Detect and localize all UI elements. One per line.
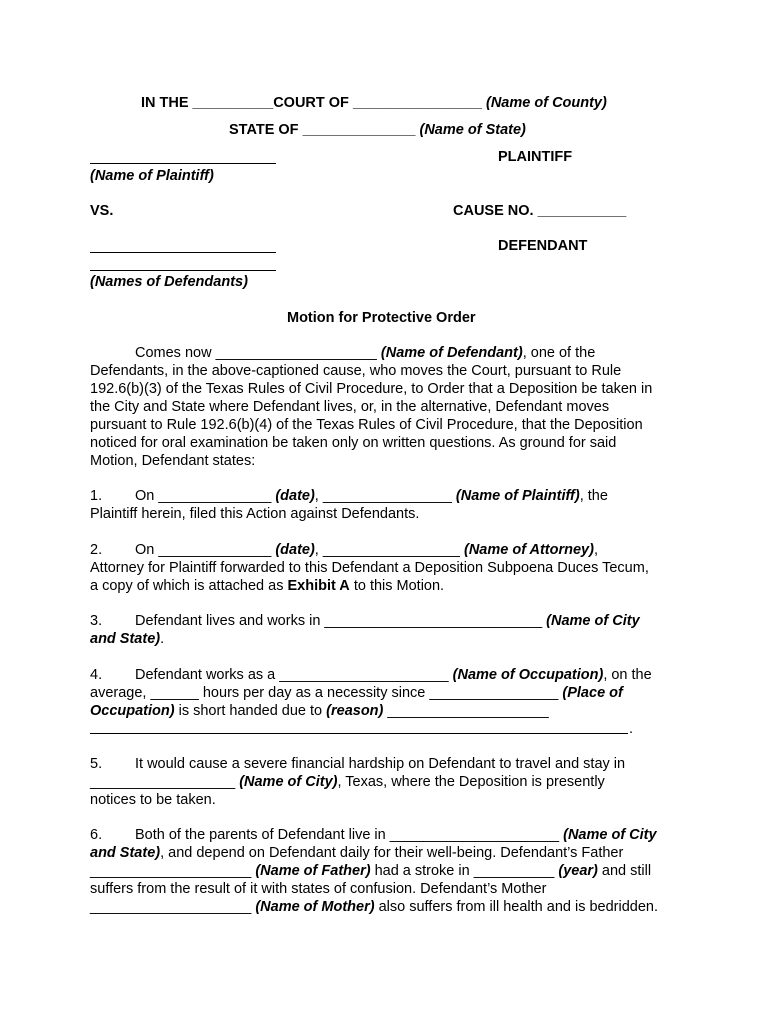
versus-label: VS. xyxy=(90,203,114,219)
state-line-text: STATE OF ______________ xyxy=(229,122,420,138)
exhibit-reference: Exhibit A xyxy=(287,578,350,594)
paragraph-number: 4. xyxy=(90,667,103,683)
paragraph-1: 1. On ______________ (date), ________________ (Name of Plaintiff), the Plaintiff herein, filed this Action against Defendants. xyxy=(90,488,608,522)
reason-blank-line xyxy=(90,733,628,734)
defendant-signature-line-1 xyxy=(90,252,276,253)
page-title: Motion for Protective Order xyxy=(287,310,476,326)
paragraph-number: 2. xyxy=(90,542,103,558)
paragraph-number: 3. xyxy=(90,613,103,629)
court-line-text: IN THE __________COURT OF ________________ xyxy=(141,95,486,111)
defendant-name-placeholder: (Name of Defendant) xyxy=(380,345,523,361)
paragraph-6: 6. Both of the parents of Defendant live in _____________________ (Name of City and State), and depend on Defendant daily for their well-being. Defendant’s Father ____________________ (Name of Father) had a stroke in __________ (year) and still suffers from the result of it with states of confusion. Defendant’s Mother ____________________ (Name of Mother) also suffers from ill health and is bedridden. xyxy=(90,827,659,915)
paragraph-3: 3. Defendant lives and works in ___________________________ (Name of City and State). xyxy=(90,613,640,647)
plaintiff-name-placeholder: (Name of Plaintiff) xyxy=(90,168,214,184)
plaintiff-signature-line xyxy=(90,163,276,164)
state-placeholder: (Name of State) xyxy=(419,122,526,138)
cause-number: CAUSE NO. ___________ xyxy=(453,203,627,219)
paragraph-number: 5. xyxy=(90,756,103,772)
county-placeholder: (Name of County) xyxy=(486,95,607,111)
state-line xyxy=(229,121,526,139)
paragraph-number: 6. xyxy=(90,827,103,843)
plaintiff-label: PLAINTIFF xyxy=(498,149,573,165)
paragraph-number: 1. xyxy=(90,488,103,504)
paragraph-2: 2. On ______________ (date), _________________ (Name of Attorney), Attorney for Plaintiff forwarded to this Defendant a Deposition Subpoena Duces Tecum, a copy of which is attached as Exhibit A to this Motion. xyxy=(90,542,649,594)
court-line xyxy=(141,94,607,112)
paragraph-5: 5. It would cause a severe financial hardship on Defendant to travel and stay in __________________ (Name of City), Texas, where the Deposition is presently notices to be taken. xyxy=(90,756,626,808)
intro-paragraph: Comes now ____________________ (Name of Defendant), one of the Defendants, in the above-captioned cause, who moves the Court, pursuant to Rule 192.6(b)(3) of the Texas Rules of Civil Procedure, to Order that a Deposition be taken in the City and State where Defendant lives, or, in the alternative, Defendant moves pursuant to Rule 192.6(b)(4) of the Texas Rules of Civil Procedure, that the Deposition noticed for oral examination be taken only on written questions. As ground for said Motion, Defendant states: xyxy=(90,345,653,469)
paragraph-4: 4. Defendant works as a _____________________ (Name of Occupation), on the average, ______ hours per day as a necessity since ________________ (Place of Occupation) is short handed due to (reason) ____________________ . xyxy=(90,667,652,737)
defendant-label: DEFENDANT xyxy=(498,238,588,254)
defendant-signature-line-2 xyxy=(90,270,276,271)
defendants-name-placeholder: (Names of Defendants) xyxy=(90,274,248,290)
